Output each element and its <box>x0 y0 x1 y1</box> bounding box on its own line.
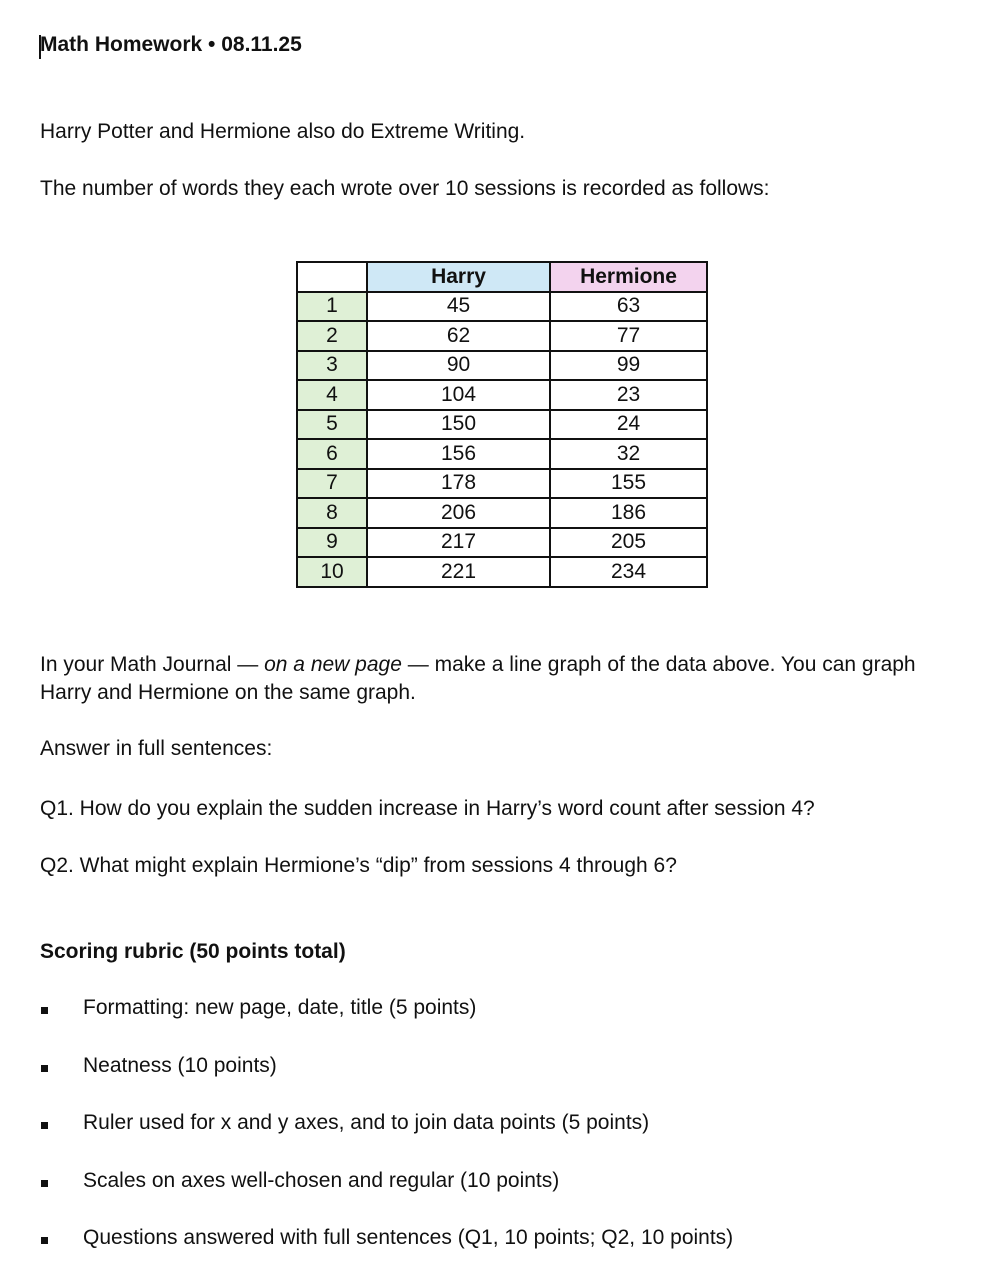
hermione-cell: 205 <box>550 528 707 558</box>
table-row <box>297 380 707 410</box>
intro-line-2: The number of words they each wrote over 10 sessions is recorded as follows: <box>40 177 770 200</box>
harry-cell: 221 <box>367 557 550 587</box>
table-header-harry: Harry <box>367 262 550 292</box>
rubric-item-text: Scales on axes well-chosen and regular (10 points) <box>83 1168 560 1192</box>
hermione-cell: 155 <box>550 469 707 499</box>
rubric-item-text: Ruler used for x and y axes, and to join data points (5 points) <box>83 1111 650 1134</box>
session-cell: 9 <box>297 528 367 558</box>
table-header-row <box>297 262 707 292</box>
table-row <box>297 439 707 469</box>
table-row <box>297 557 707 587</box>
bullet-icon <box>41 1237 48 1244</box>
hermione-cell: 24 <box>550 410 707 440</box>
page-title: Math Homework • 08.11.25 <box>40 33 302 56</box>
session-cell: 8 <box>297 498 367 528</box>
hermione-cell: 186 <box>550 498 707 528</box>
bullet-icon <box>41 1122 48 1129</box>
word-count-table <box>296 261 708 588</box>
rubric-item-text: Formatting: new page, date, title (5 points) <box>83 996 477 1019</box>
table-row <box>297 292 707 322</box>
answer-prompt: Answer in full sentences: <box>40 737 273 760</box>
bullet-icon <box>41 1007 48 1014</box>
question-1: Q1. How do you explain the sudden increase in Harry’s word count after session 4? <box>40 797 815 820</box>
harry-cell: 104 <box>367 380 550 410</box>
session-cell: 5 <box>297 410 367 440</box>
harry-cell: 150 <box>367 410 550 440</box>
instructions-line-2: Harry and Hermione on the same graph. <box>40 681 416 704</box>
session-cell: 1 <box>297 292 367 322</box>
table-row <box>297 410 707 440</box>
table-row <box>297 321 707 351</box>
bullet-icon <box>41 1180 48 1187</box>
harry-cell: 45 <box>367 292 550 322</box>
harry-cell: 178 <box>367 469 550 499</box>
rubric-item-text: Questions answered with full sentences (Q1, 10 points; Q2, 10 points) <box>83 1226 734 1249</box>
instructions-line-1 <box>40 653 916 677</box>
table-row <box>297 469 707 499</box>
session-cell: 6 <box>297 439 367 469</box>
table-row <box>297 528 707 558</box>
harry-cell: 62 <box>367 321 550 351</box>
bullet-icon <box>41 1065 48 1072</box>
harry-cell: 90 <box>367 351 550 381</box>
harry-cell: 217 <box>367 528 550 558</box>
table-header-session <box>297 262 367 292</box>
rubric-item-text: Neatness (10 points) <box>83 1053 277 1077</box>
hermione-cell: 77 <box>550 321 707 351</box>
session-cell: 7 <box>297 469 367 499</box>
hermione-cell: 32 <box>550 439 707 469</box>
hermione-cell: 63 <box>550 292 707 322</box>
instructions-part-3: — make a line graph of the data above. You can graph <box>401 653 916 676</box>
question-2: Q2. What might explain Hermione’s “dip” from sessions 4 through 6? <box>40 854 677 877</box>
harry-cell: 156 <box>367 439 550 469</box>
table-row <box>297 498 707 528</box>
table-row <box>297 351 707 381</box>
table-header-hermione: Hermione <box>550 262 707 292</box>
harry-cell: 206 <box>367 498 550 528</box>
hermione-cell: 99 <box>550 351 707 381</box>
session-cell: 4 <box>297 380 367 410</box>
session-cell: 3 <box>297 351 367 381</box>
hermione-cell: 234 <box>550 557 707 587</box>
hermione-cell: 23 <box>550 380 707 410</box>
rubric-heading: Scoring rubric (50 points total) <box>40 940 346 963</box>
intro-line-1: Harry Potter and Hermione also do Extreme Writing. <box>40 120 526 143</box>
session-cell: 10 <box>297 557 367 587</box>
session-cell: 2 <box>297 321 367 351</box>
instructions-emphasis: on a new page <box>264 653 402 676</box>
instructions-part-1: In your Math Journal — <box>40 653 265 676</box>
